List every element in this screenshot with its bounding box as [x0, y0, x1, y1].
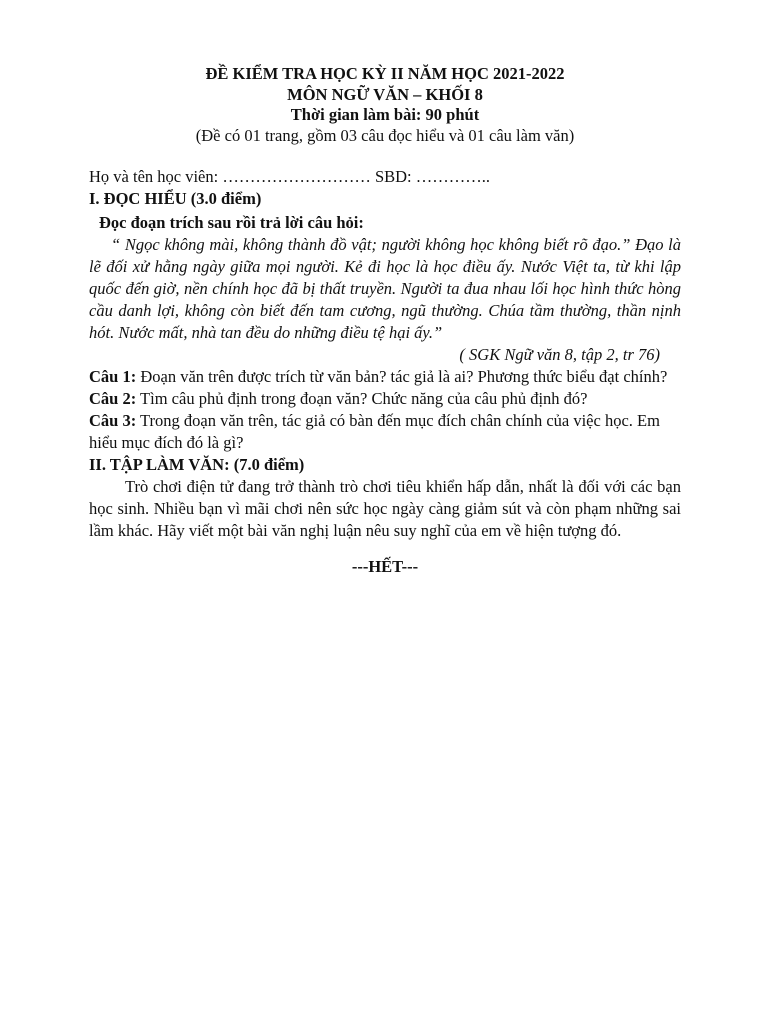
student-info-line: Họ và tên học viên: ……………………… SBD: ………….. [89, 167, 491, 186]
exam-page [89, 64, 681, 578]
question-3 [89, 410, 681, 454]
exam-time: Thời gian làm bài: 90 phút [290, 105, 480, 124]
section1-heading: I. ĐỌC HIỂU (3.0 điểm) [89, 189, 262, 208]
question-2 [89, 388, 681, 410]
section1-instruction: Đọc đoạn trích sau rồi trả lời câu hỏi: [99, 213, 364, 232]
essay-prompt: Trò chơi điện tử đang trở thành trò chơi tiêu khiển hấp dẫn, nhất là đối với các bạn học sinh. Nhiều bạn vì mãi chơi nên sức học ngày càng giảm sút và còn phạm những sai lầm khác. Hãy viết một bài văn nghị luận nêu suy nghĩ của em về hiện tượng đó. [89, 477, 681, 540]
question-2-label: Câu 2: [89, 389, 137, 408]
reading-passage: “ Ngọc không mài, không thành đồ vật; người không học không biết rõ đạo.” Đạo là lẽ đối xử hằng ngày giữa mọi người. Kẻ đi học là học điều ấy. Nước Việt ta, từ khi lập quốc đến giờ, nền chính học đã bị thất truyền. Người ta đua nhau lối học hình thức hòng cầu danh lợi, không còn biết đến tam cương, ngũ thường. Chúa tầm thường, thần nịnh hót. Nước mất, nhà tan đều do những điều tệ hại ấy.” [89, 235, 681, 342]
spacer [89, 542, 681, 556]
exam-title: ĐỀ KIỂM TRA HỌC KỲ II NĂM HỌC 2021-2022 [205, 64, 565, 83]
question-1-label: Câu 1: [89, 367, 137, 386]
question-2-text: Tìm câu phủ định trong đoạn văn? Chức năng của câu phủ định đó? [136, 389, 588, 408]
exam-subject: MÔN NGỮ VĂN – KHỐI 8 [287, 84, 483, 104]
exam-note: (Đề có 01 trang, gồm 03 câu đọc hiểu và 01 câu làm văn) [195, 125, 575, 145]
end-marker: ---HẾT--- [351, 557, 419, 576]
question-3-label: Câu 3: [89, 411, 137, 430]
section2-heading: II. TẬP LÀM VĂN: (7.0 điểm) [89, 455, 305, 474]
question-1 [89, 366, 681, 388]
passage-source: ( SGK Ngữ văn 8, tập 2, tr 76) [459, 345, 660, 364]
question-1-text: Đoạn văn trên được trích từ văn bản? tác giả là ai? Phương thức biểu đạt chính? [136, 367, 668, 386]
spacer [89, 146, 681, 166]
question-3-text: Trong đoạn văn trên, tác giả có bàn đến mục đích chân chính của việc học. Em hiểu mục đích đó là gì? [89, 411, 660, 452]
